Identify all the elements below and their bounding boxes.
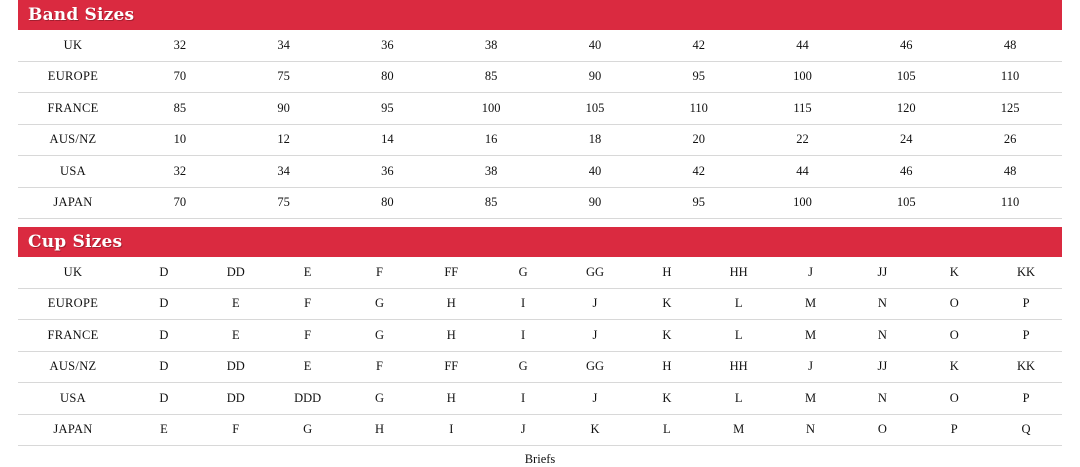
table-row — [18, 30, 1062, 61]
table-cell: DDD — [272, 383, 344, 415]
table-cell: N — [846, 383, 918, 415]
table-cell: G — [344, 320, 416, 352]
table-cell: 22 — [751, 124, 855, 156]
table-row — [18, 156, 1062, 188]
table-cell: J — [775, 257, 847, 288]
table-cell: DD — [200, 383, 272, 415]
table-cell: F — [200, 414, 272, 446]
table-cell: G — [344, 383, 416, 415]
table-cell: 120 — [854, 93, 958, 125]
table-cell: 110 — [647, 93, 751, 125]
table-cell: KK — [990, 257, 1062, 288]
table-row — [18, 187, 1062, 219]
table-cell: 14 — [336, 124, 440, 156]
table-cell: D — [128, 383, 200, 415]
table-cell: E — [200, 320, 272, 352]
table-cell: J — [559, 288, 631, 320]
section-spacer — [0, 219, 1080, 227]
table-cell: E — [272, 257, 344, 288]
table-cell: KK — [990, 351, 1062, 383]
table-row — [18, 124, 1062, 156]
table-cell: 70 — [128, 187, 232, 219]
band-sizes-header — [18, 0, 1062, 30]
table-cell: O — [918, 383, 990, 415]
table-cell: 70 — [128, 61, 232, 93]
footer-note: Briefs — [524, 452, 556, 466]
cup-sizes-title: Cup Sizes — [28, 232, 123, 252]
table-cell: L — [703, 320, 775, 352]
row-label: JAPAN — [18, 187, 128, 219]
table-cell: GG — [559, 257, 631, 288]
row-label: USA — [18, 156, 128, 188]
table-cell: H — [415, 320, 487, 352]
table-cell: 40 — [543, 156, 647, 188]
table-cell: 26 — [958, 124, 1062, 156]
table-cell: F — [344, 257, 416, 288]
table-cell: 44 — [751, 30, 855, 61]
table-cell: 100 — [751, 187, 855, 219]
table-cell: 125 — [958, 93, 1062, 125]
table-cell: I — [487, 288, 559, 320]
cup-sizes-table-wrapper — [0, 257, 1080, 446]
table-cell: 85 — [128, 93, 232, 125]
table-cell: 90 — [543, 61, 647, 93]
table-cell: 90 — [232, 93, 336, 125]
table-cell: K — [631, 288, 703, 320]
table-cell: 100 — [439, 93, 543, 125]
table-cell: 16 — [439, 124, 543, 156]
table-cell: L — [631, 414, 703, 446]
table-cell: O — [918, 320, 990, 352]
table-cell: I — [487, 320, 559, 352]
table-cell: P — [918, 414, 990, 446]
table-cell: F — [344, 351, 416, 383]
row-label: AUS/NZ — [18, 351, 128, 383]
table-cell: K — [918, 257, 990, 288]
table-cell: 46 — [854, 30, 958, 61]
table-cell: L — [703, 383, 775, 415]
row-label: EUROPE — [18, 61, 128, 93]
table-cell: D — [128, 257, 200, 288]
table-row — [18, 93, 1062, 125]
table-cell: 18 — [543, 124, 647, 156]
table-cell: DD — [200, 351, 272, 383]
row-label: EUROPE — [18, 288, 128, 320]
table-cell: O — [846, 414, 918, 446]
band-sizes-table-wrapper — [0, 30, 1080, 219]
table-cell: K — [631, 383, 703, 415]
table-cell: J — [559, 383, 631, 415]
table-row — [18, 61, 1062, 93]
table-cell: E — [272, 351, 344, 383]
table-row — [18, 383, 1062, 415]
table-cell: 95 — [647, 61, 751, 93]
row-label: AUS/NZ — [18, 124, 128, 156]
table-cell: 100 — [751, 61, 855, 93]
table-cell: 38 — [439, 30, 543, 61]
table-cell: JJ — [846, 257, 918, 288]
table-cell: D — [128, 320, 200, 352]
table-cell: F — [272, 320, 344, 352]
table-cell: M — [703, 414, 775, 446]
table-cell: 12 — [232, 124, 336, 156]
table-cell: N — [846, 288, 918, 320]
table-cell: FF — [415, 351, 487, 383]
table-cell: N — [775, 414, 847, 446]
table-cell: M — [775, 288, 847, 320]
table-cell: N — [846, 320, 918, 352]
table-cell: 85 — [439, 187, 543, 219]
table-cell: P — [990, 383, 1062, 415]
table-cell: 38 — [439, 156, 543, 188]
cup-sizes-header — [18, 227, 1062, 257]
cup-sizes-body — [18, 257, 1062, 446]
table-cell: 36 — [336, 156, 440, 188]
table-cell: P — [990, 288, 1062, 320]
table-cell: F — [272, 288, 344, 320]
row-label: UK — [18, 30, 128, 61]
table-cell: H — [415, 288, 487, 320]
table-cell: 44 — [751, 156, 855, 188]
table-cell: 105 — [543, 93, 647, 125]
table-cell: J — [487, 414, 559, 446]
table-cell: L — [703, 288, 775, 320]
table-cell: H — [631, 351, 703, 383]
table-cell: 48 — [958, 30, 1062, 61]
table-cell: H — [631, 257, 703, 288]
table-cell: 110 — [958, 61, 1062, 93]
band-sizes-title: Band Sizes — [28, 5, 135, 25]
table-cell: I — [487, 383, 559, 415]
table-row — [18, 351, 1062, 383]
table-cell: O — [918, 288, 990, 320]
table-cell: J — [559, 320, 631, 352]
table-cell: J — [775, 351, 847, 383]
row-label: FRANCE — [18, 93, 128, 125]
table-cell: 85 — [439, 61, 543, 93]
table-cell: Q — [990, 414, 1062, 446]
table-row — [18, 288, 1062, 320]
row-label: USA — [18, 383, 128, 415]
table-cell: HH — [703, 351, 775, 383]
table-cell: 105 — [854, 61, 958, 93]
table-cell: P — [990, 320, 1062, 352]
table-cell: H — [344, 414, 416, 446]
table-row — [18, 320, 1062, 352]
row-label: UK — [18, 257, 128, 288]
table-cell: 32 — [128, 30, 232, 61]
table-cell: 10 — [128, 124, 232, 156]
table-cell: 110 — [958, 187, 1062, 219]
table-cell: 115 — [751, 93, 855, 125]
table-cell: DD — [200, 257, 272, 288]
table-cell: D — [128, 288, 200, 320]
table-cell: 40 — [543, 30, 647, 61]
table-cell: E — [200, 288, 272, 320]
table-cell: 46 — [854, 156, 958, 188]
table-cell: 20 — [647, 124, 751, 156]
table-cell: 24 — [854, 124, 958, 156]
table-cell: G — [487, 351, 559, 383]
table-cell: G — [272, 414, 344, 446]
table-cell: 36 — [336, 30, 440, 61]
table-cell: JJ — [846, 351, 918, 383]
row-label: JAPAN — [18, 414, 128, 446]
table-cell: 32 — [128, 156, 232, 188]
table-cell: 105 — [854, 187, 958, 219]
table-cell: 75 — [232, 61, 336, 93]
table-cell: G — [487, 257, 559, 288]
table-cell: 95 — [336, 93, 440, 125]
table-cell: E — [128, 414, 200, 446]
row-label: FRANCE — [18, 320, 128, 352]
table-cell: 80 — [336, 187, 440, 219]
table-cell: 42 — [647, 156, 751, 188]
table-cell: M — [775, 320, 847, 352]
table-cell: M — [775, 383, 847, 415]
table-cell: FF — [415, 257, 487, 288]
table-cell: K — [631, 320, 703, 352]
table-cell: GG — [559, 351, 631, 383]
table-cell: 95 — [647, 187, 751, 219]
table-row — [18, 414, 1062, 446]
table-cell: H — [415, 383, 487, 415]
table-cell: 34 — [232, 156, 336, 188]
table-cell: 75 — [232, 187, 336, 219]
table-cell: HH — [703, 257, 775, 288]
band-sizes-table — [18, 30, 1062, 219]
table-cell: 42 — [647, 30, 751, 61]
table-cell: 80 — [336, 61, 440, 93]
table-cell: 90 — [543, 187, 647, 219]
table-cell: 34 — [232, 30, 336, 61]
table-cell: 48 — [958, 156, 1062, 188]
band-sizes-body — [18, 30, 1062, 219]
table-cell: K — [918, 351, 990, 383]
table-cell: G — [344, 288, 416, 320]
table-cell: K — [559, 414, 631, 446]
table-cell: D — [128, 351, 200, 383]
table-row — [18, 257, 1062, 288]
table-cell: I — [415, 414, 487, 446]
cup-sizes-table — [18, 257, 1062, 446]
